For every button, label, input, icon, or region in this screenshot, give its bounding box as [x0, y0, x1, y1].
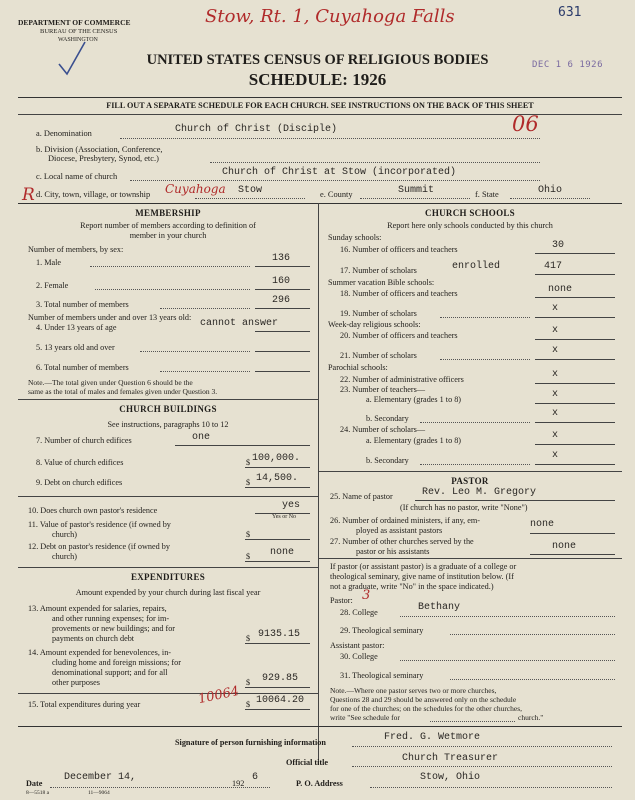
county-value[interactable]: Summit — [398, 185, 435, 196]
date-stamp: DEC 1 6 1926 — [532, 60, 604, 70]
q8-label: 8. Value of church edifices — [36, 458, 124, 467]
pastor-note-4: write "See schedule for — [330, 713, 400, 722]
expenditures-sub: Amount expended by your church during last fiscal year — [75, 588, 261, 597]
membership-note-1: Note.—The total given under Question 6 should be the — [28, 378, 193, 387]
q20-value[interactable]: x — [552, 325, 559, 336]
q19-value[interactable]: x — [552, 303, 559, 314]
q21-label: 21. Number of scholars — [340, 351, 417, 360]
denomination-label: a. Denomination — [36, 129, 92, 138]
membership-title: MEMBERSHIP — [135, 208, 201, 218]
grad-line-3: not a graduate, write "No" in the space indicated.) — [330, 582, 494, 591]
city-value[interactable]: Stow — [238, 185, 263, 196]
q2-label: 2. Female — [36, 281, 69, 290]
q14-value[interactable]: 929.85 — [262, 673, 299, 684]
city-name: WASHINGTON — [58, 37, 98, 43]
q26-label-2: ployed as assistant pastors — [356, 526, 443, 535]
q7-label: 7. Number of church edifices — [36, 436, 132, 445]
q11-dollar: $ — [246, 530, 251, 539]
q24-label: 24. Number of scholars— — [340, 425, 426, 434]
q12-label-1: 12. Debt on pastor's residence (if owned by — [28, 542, 170, 551]
q1-label: 1. Male — [36, 258, 62, 267]
signature-label: Signature of person furnishing information — [175, 738, 326, 747]
q23-label: 23. Number of teachers— — [340, 385, 426, 394]
division-label-1: b. Division (Association, Conference, — [36, 145, 163, 154]
form-title: UNITED STATES CENSUS OF RELIGIOUS BODIES — [146, 52, 489, 68]
red-code: 06 — [512, 112, 539, 136]
pastor-note-1: Note.—Where one pastor serves two or more churches, — [330, 686, 497, 695]
q3-label: 3. Total number of members — [36, 300, 129, 309]
pastor-title: PASTOR — [451, 476, 489, 486]
dept-name: DEPARTMENT OF COMMERCE — [18, 18, 131, 27]
date-value[interactable]: December 14, — [64, 772, 137, 783]
instruction-banner: FILL OUT A SEPARATE SCHEDULE FOR EACH CHURCH. SEE INSTRUCTIONS ON THE BACK OF THIS SHEET — [106, 101, 534, 110]
q15-hand: 10064 — [196, 683, 241, 708]
q24b-label: b. Secondary — [366, 456, 409, 465]
q18-value[interactable]: none — [548, 284, 573, 295]
q30-label: 30. College — [340, 652, 378, 661]
q14-line-2: cluding home and foreign missions; for — [52, 658, 181, 667]
schools-title: CHURCH SCHOOLS — [425, 208, 515, 218]
q28-value[interactable]: Bethany — [418, 602, 461, 613]
q22-value[interactable]: x — [552, 369, 559, 380]
q23b-label: b. Secondary — [366, 414, 409, 423]
q5-label: 5. 13 years old and over — [36, 343, 115, 352]
q22-label: 22. Number of administrative officers — [340, 375, 464, 384]
schools-sub: Report here only schools conducted by this church — [387, 221, 553, 230]
margin-mark: R — [22, 185, 35, 205]
print-code-2: 11—9064 — [88, 790, 110, 796]
pastor-note-3: for one of the churches; on the schedules for the other churches, — [330, 704, 523, 713]
state-label: f. State — [475, 190, 499, 199]
pastor-hand: 3 — [362, 588, 371, 603]
official-title-value[interactable]: Church Treasurer — [402, 753, 499, 764]
q16-value[interactable]: 30 — [552, 240, 565, 251]
q10-label: 10. Does church own pastor's residence — [28, 506, 158, 515]
grad-line-1: If pastor (or assistant pastor) is a graduate of a college or — [330, 562, 517, 571]
q23a-value[interactable]: x — [552, 389, 559, 400]
q27-value[interactable]: none — [552, 541, 577, 552]
q14-dollar: $ — [246, 678, 251, 687]
membership-intro-2: member in your church — [129, 231, 207, 240]
q12-dollar: $ — [246, 552, 251, 561]
q14-line-4: other purposes — [52, 678, 100, 687]
asst-label: Assistant pastor: — [330, 641, 385, 650]
sunday-label: Sunday schools: — [328, 233, 382, 242]
q8-dollar: $ — [246, 458, 251, 467]
q9-label: 9. Debt on church edifices — [36, 478, 123, 487]
division-label-2: Diocese, Presbytery, Synod, etc.) — [48, 154, 159, 163]
q27-label-2: pastor or his assistants — [356, 547, 430, 556]
q25-label: 25. Name of pastor — [330, 492, 393, 501]
q13-line-2: and other running expenses; for im- — [52, 614, 170, 623]
q17-value[interactable]: 417 — [544, 261, 563, 272]
q17-note: enrolled — [452, 261, 501, 272]
q24b-value[interactable]: x — [552, 450, 559, 461]
q11-label-1: 11. Value of pastor's residence (if owned by — [28, 520, 171, 529]
q8-value[interactable]: 100,000. — [252, 453, 301, 464]
q19-label: 19. Number of scholars — [340, 309, 417, 318]
local-name-label: c. Local name of church — [36, 172, 118, 181]
q14-line-1: 14. Amount expended for benevolences, in- — [28, 648, 172, 657]
q13-line-3: provements or new buildings; and for — [52, 624, 176, 633]
q21-value[interactable]: x — [552, 345, 559, 356]
county-label: e. County — [320, 190, 353, 199]
expenditures-title: EXPENDITURES — [130, 572, 206, 582]
q15-dollar: $ — [246, 700, 251, 709]
membership-intro-1: Report number of members according to definition of — [80, 221, 256, 230]
q13-line-4: payments on church debt — [52, 634, 135, 643]
q4-value[interactable]: cannot answer — [200, 318, 279, 329]
q3-value[interactable]: 296 — [272, 295, 291, 306]
q4-label: 4. Under 13 years of age — [36, 323, 117, 332]
q1-value[interactable]: 136 — [272, 253, 291, 264]
state-value[interactable]: Ohio — [538, 185, 563, 196]
weekday-label: Week-day religious schools: — [328, 320, 421, 329]
local-name-value[interactable]: Church of Christ at Stow (incorporated) — [222, 167, 457, 178]
q2-value[interactable]: 160 — [272, 276, 291, 287]
q14-line-3: denominational support; and for all — [52, 668, 168, 677]
q12-label-2: church) — [52, 552, 78, 561]
q23a-label: a. Elementary (grades 1 to 8) — [366, 395, 462, 404]
q9-dollar: $ — [246, 478, 251, 487]
q15-value[interactable]: 10064.20 — [256, 695, 305, 706]
grad-line-2: theological seminary, give name of institution below. (If — [330, 572, 514, 581]
yes-no-hint: Yes or No — [272, 514, 297, 520]
city-label: d. City, town, village, or township — [36, 190, 151, 199]
q17-label: 17. Number of scholars — [340, 266, 417, 275]
schedule-title: SCHEDULE: 1926 — [248, 70, 387, 89]
q27-label-1: 27. Number of other churches served by the — [330, 537, 474, 546]
print-code: 8—5518 a — [26, 790, 50, 796]
q16-label: 16. Number of officers and teachers — [340, 245, 458, 254]
q26-value[interactable]: none — [530, 519, 555, 530]
bureau-name: BUREAU OF THE CENSUS — [40, 28, 118, 35]
city-hand: Cuyahoga — [165, 182, 226, 196]
form-number: 631 — [558, 5, 582, 20]
pastor-note-5: church." — [518, 713, 544, 722]
pastor-sub-label: Pastor: — [330, 596, 353, 605]
q29-label: 29. Theological seminary — [340, 626, 424, 635]
q7-value[interactable]: one — [192, 432, 211, 443]
q24a-value[interactable]: x — [552, 430, 559, 441]
q11-label-2: church) — [52, 530, 78, 539]
membership-note-2: same as the total of males and females given under Question 3. — [28, 387, 218, 396]
summer-label: Summer vacation Bible schools: — [328, 278, 435, 287]
year-prefix: 192 — [232, 779, 245, 788]
parochial-label: Parochial schools: — [328, 363, 388, 372]
q25-note: (If church has no pastor, write "None") — [400, 503, 528, 512]
by-sex-label: Number of members, by sex: — [28, 245, 124, 254]
pastor-note-2: Questions 28 and 29 should be answered only on the schedule — [330, 695, 517, 704]
q10-value[interactable]: yes — [282, 500, 301, 511]
q28-label: 28. College — [340, 608, 378, 617]
buildings-sub: See instructions, paragraphs 10 to 12 — [107, 420, 229, 429]
year-digit[interactable]: 6 — [252, 772, 259, 783]
q20-label: 20. Number of officers and teachers — [340, 331, 458, 340]
po-address-label: P. O. Address — [296, 779, 343, 788]
q23b-value[interactable]: x — [552, 408, 559, 419]
q13-value[interactable]: 9135.15 — [258, 629, 301, 640]
q13-dollar: $ — [246, 634, 251, 643]
q24a-label: a. Elementary (grades 1 to 8) — [366, 436, 462, 445]
q26-label-1: 26. Number of ordained ministers, if any, em- — [330, 516, 480, 525]
official-title-label: Official title — [286, 758, 329, 767]
handwritten-address: Stow, Rt. 1, Cuyahoga Falls — [205, 6, 455, 27]
q13-line-1: 13. Amount expended for salaries, repairs, — [28, 604, 167, 613]
date-label: Date — [26, 779, 43, 788]
po-address-value[interactable]: Stow, Ohio — [420, 772, 481, 783]
signature-value[interactable]: Fred. G. Wetmore — [384, 732, 481, 743]
q9-value[interactable]: 14,500. — [256, 473, 299, 484]
q12-value[interactable]: none — [270, 547, 295, 558]
denomination-value[interactable]: Church of Christ (Disciple) — [175, 124, 338, 135]
q31-label: 31. Theological seminary — [340, 671, 424, 680]
by-age-label: Number of members under and over 13 years old: — [28, 313, 192, 322]
q6-label: 6. Total number of members — [36, 363, 129, 372]
q15-label: 15. Total expenditures during year — [28, 700, 141, 709]
q18-label: 18. Number of officers and teachers — [340, 289, 458, 298]
buildings-title: CHURCH BUILDINGS — [119, 404, 217, 414]
q25-value[interactable]: Rev. Leo M. Gregory — [422, 487, 537, 498]
